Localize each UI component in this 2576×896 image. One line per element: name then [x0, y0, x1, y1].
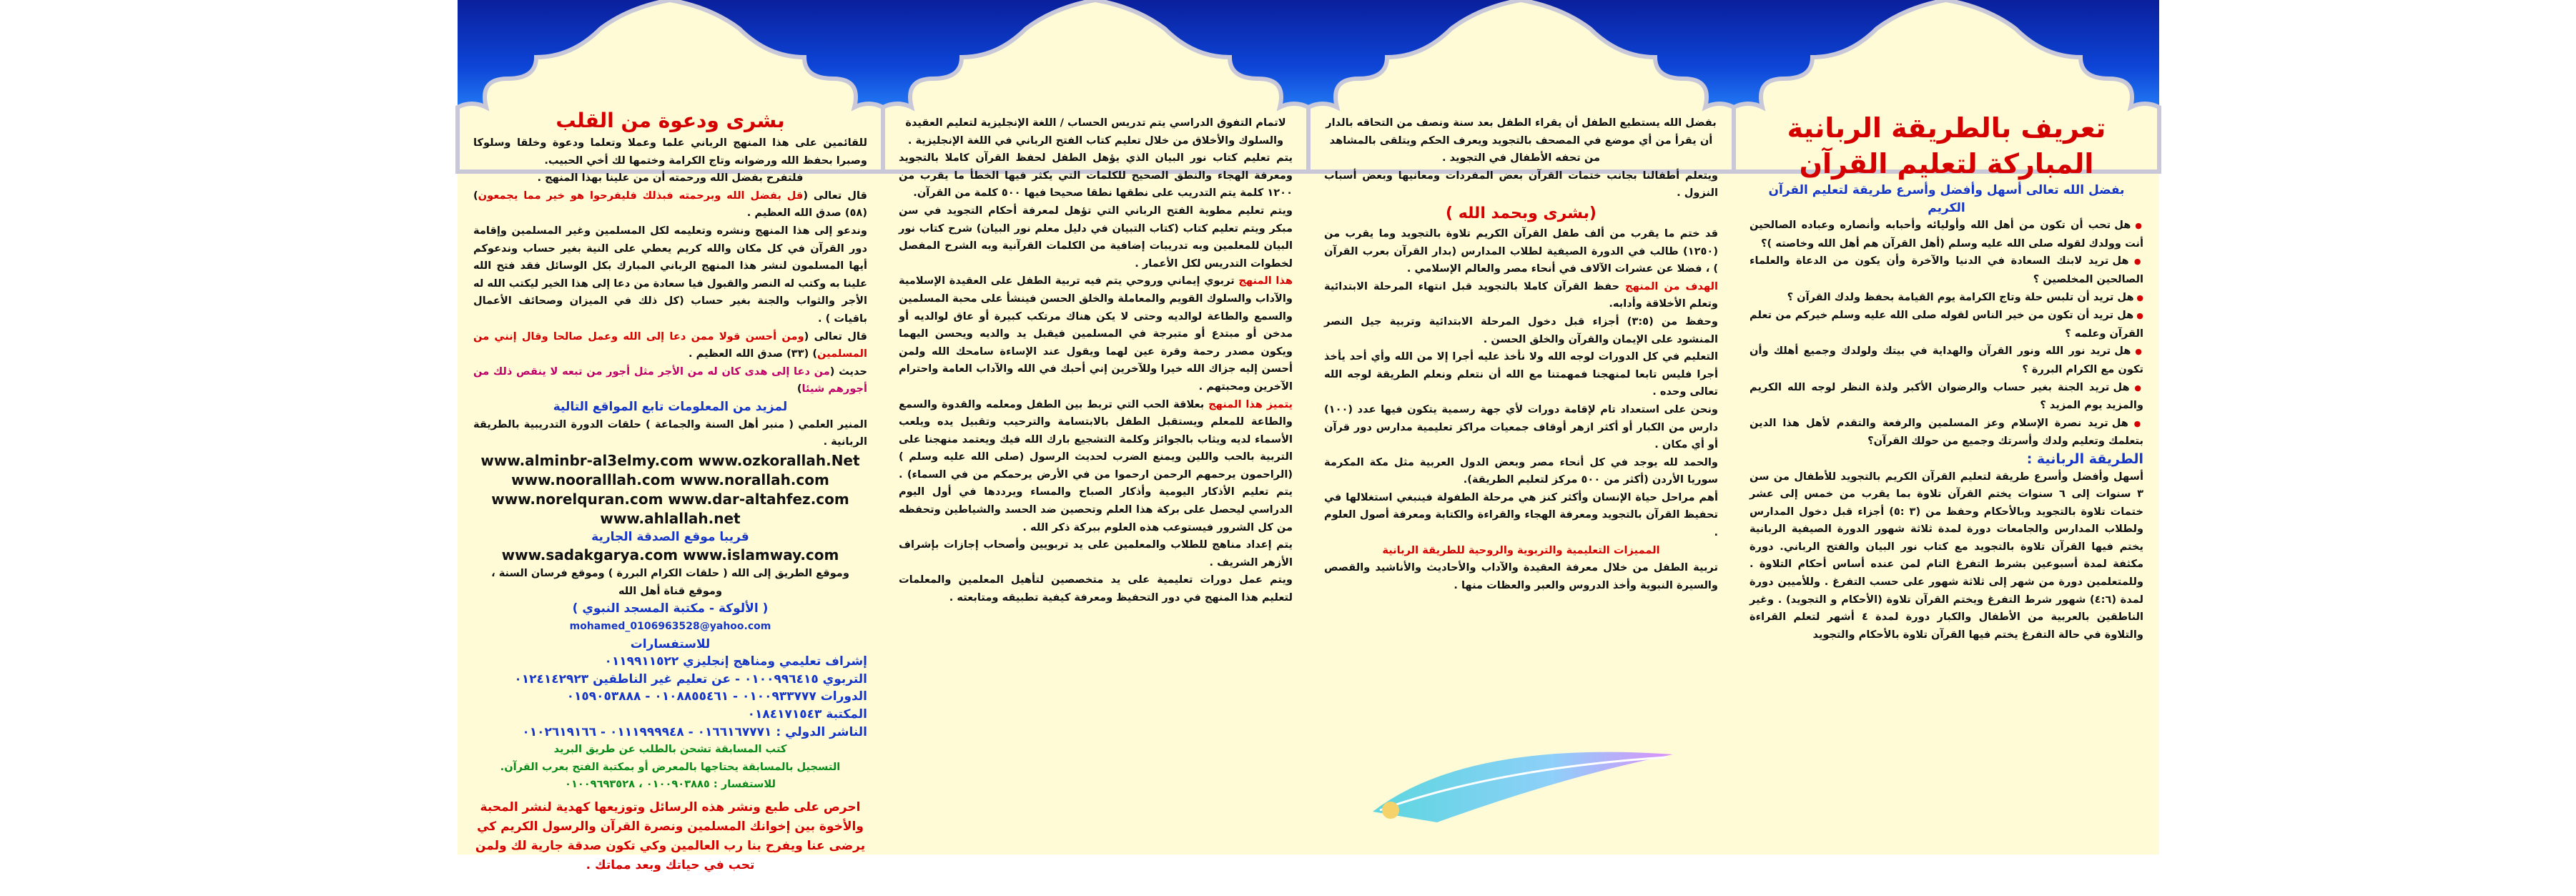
verse-paragraph: قال تعالى (قل بفضل الله وبرحمته فبذلك فليفرحوا هو خير مما يجمعون) (٥٨) صدق الله العظيم .	[473, 189, 867, 220]
paragraph: هذا المنهج تربوي إيماني وروحي يتم فيه تربية الطفل على العقيدة الإسلامية والآداب والسلوك القويم والمعاملة والخلق الحسن فينشأ على محبة المسلمين والسمع والطاعة لوالديه وحتى لا يكن هناك مرتكب كبيرة أو عاق لوالديه أو مدخن أو مبتدع أو متبرجة في المسلمين فيقبل يد والديه ويحسن اليهما ويكون مصدر رحمة وقرة عين لهما ويقول عند الإساءة سامحك الله ولمن أحسن إليه جزاك الله خيرا وللآخرين إني أحبك في الله والآداب العامة واحترام الآخرين ومحبتهم .	[899, 275, 1293, 393]
features-heading: المميزات التعليمية والتربوية والروحية للطريقة الربانية	[1382, 543, 1660, 556]
panel-title: بشرى ودعوة من القلب	[556, 109, 785, 132]
panel-results	[1308, 0, 1734, 855]
charity-note: قريبا موقع الصدقة الجارية	[591, 529, 749, 544]
sites-note: المنير العلمي ( منبر أهل السنة والجماعة ) حلقات الدورة التدريبية بالطريقة الربانية .	[473, 418, 867, 448]
paragraph: ويتم تعليم مطوية الفتح الرباني التي تؤهل لمعرفة أحكام التجويد في سن مبكر ويتم تعليم كتاب (كتاب التبيان في دليل معلم نور البيان) شرح كتاب نور البيان للمعلمين وبه تدريبات إضافية من الكلمات القرآنية وبه الشرح المفصل لخطوات التدريس لكل الأعمار .	[899, 204, 1293, 270]
question-item: ● هل تريد الجنة بغير حساب والرضوان الأكبر ولذة النظر لوجه الله الكريم والمزيد يوم المزيد ؟	[1750, 379, 2143, 415]
email-link[interactable]: mohamed_0106963528@yahoo.com	[569, 621, 771, 633]
panel-content	[1750, 107, 2143, 847]
panel-invitation	[458, 0, 883, 872]
paragraph: يتميز هذا المنهج بعلاقة الحب التي تربط بين الطفل ومعلمه والقدوة والسمع والطاعة للمعلم ويستقبل الطفل بالابتسامة والترحيب وتقبيل يده ويلعب الأسماء لديه ويثاب بالجوائز وكلمة التشجيع بارك الله فيك ويعتمد منهجنا على التربية بالحب واللين ويمنع الضرب لحديث الرسول (صلى الله عليه وسلم ) (الراحمون يرحمهم الرحمن ارحموا من في الأرض يرحمكم من في السماء) . يتم تعليم الأذكار اليومية وأذكار الصباح والمساء ويرددها في أول اليوم الدراسي ليحصل على بركة هذا العلم وتحصين ضد الحسد والشياطين وتحفظه من كل الشرور فيستوعب هذه العلوم ببركة ذكر الله .	[899, 398, 1293, 533]
paragraph: لاتمام التفوق الدراسي يتم تدريس الحساب / اللغة الإنجليزية لتعليم العقيدة والسلوك والأخلاق من خلال تعليم كتاب الفتح الرباني في اللغة الإنجليزية .	[905, 117, 1286, 147]
inquiries-heading: للاستفسارات	[630, 636, 711, 651]
panel-curriculum	[883, 0, 1308, 855]
question-item: ● هل تريد أن تلبس حلة وتاج الكرامة يوم القيامة بحفظ ولدك القرآن ؟	[1750, 289, 2143, 307]
brochure-title: تعريف بالطريقة الربانية المباركة لتعليم القرآن	[1787, 112, 2106, 179]
website-link[interactable]: www.norelquran.com www.dar-altahfez.com	[491, 490, 849, 508]
paragraph: الهدف من المنهج حفظ القرآن كاملا بالتجويد قبل انتهاء المرحلة الابتدائية وتعلم الأخلاقة وأدابه.	[1324, 280, 1718, 310]
paragraph: ويتعلم أطفالنا بجانب ختمات القرآن بعض المفردات ومعانيها وبعض أسباب النزول .	[1324, 169, 1718, 200]
paragraph: وندعو إلى هذا المنهج ونشره وتعليمه لكل المسلمين وغير المسلمين وإقامة دور القرآن في كل مكان والله كريم يعطي على النية بغير حساب وندعوكم أيها المسلمون لنشر هذا المنهج الرباني المبارك بكل الوسائل فقد فتح الله علينا به وكتب له النصر والقبول فيا سعادة من دعا إلى هذا الخير ليكتب الله له الأجر والثواب والجنة بغير حساب (كل ذلك في الميزان وصحائف الأعمال باقيات ) .	[473, 224, 867, 325]
verse-paragraph: قال تعالى (ومن أحسن قولا ممن دعا إلى الله وعمل صالحا وقال إنني من المسلمين) (٣٣) صدق الله العظيم .	[473, 330, 867, 360]
question-item: ● هل تحب أن تكون من أهل الله وأوليائه وأحبابه وأنصاره وعباده الصالحين أنت وولدك لقوله صلى الله عليه وسلم (أهل القرآن هم أهل الله وخاصته )؟	[1750, 217, 2143, 252]
website-link[interactable]: www.sadakgarya.com www.islamway.com	[501, 546, 839, 564]
question-item: ● هل تريد نور الله ونور القرآن والهداية في بيتك ولولدك وجميع أهلك وأن تكون مع الكرام البررة ؟	[1750, 343, 2143, 378]
paragraph: ويتم عمل دورات تعليمية على يد متخصصين لتأهيل المعلمين والمعلمات لتعليم هذا المنهج في دور التحفيظ ومعرفة كيفية تطبيقه ومتابعته .	[899, 573, 1293, 604]
panel-content	[473, 107, 867, 872]
contact-line: الدورات ٠١٠٠٩٣٣٧٧٧ - ٠١٠٨٨٥٥٤٦١ - ٠١٥٩٠٥٣٨٨٨	[566, 689, 867, 704]
paragraph: بفضل الله يستطيع الطفل أن يقراء الطفل بعد سنة ونصف من التحاقه بالدار أن يقرأ من أي موضع في المصحف بالتجويد ويعرف الحكم ويتلقى بالمشاهد من تحفه الأطفال في التجويد .	[1326, 117, 1717, 164]
section-text: أسهل وأفضل وأسرع طريقة لتعليم القرآن الكريم بالتجويد للأطفال من سن ٣ سنوات إلى ٦ سنوات يختم القرآن تلاوة بما يقرب من خمس إلى عشر ختمات تلاوة بالتجويد وبالأحكام وحفظ من (٣ :٥) أجزاء قبل دخول المدارس ولطلاب المدارس والجامعات دورة لمدة ثلاثة شهور الدورة الصيفية الربانية يختم فيها القرآن تلاوة بالتجويد مع كتاب نور البيان والفتح الرباني. دورة مكثفة لمدة أسبوعين بشرط التفرغ التام لمن عنده أساس أحكام التلاوة . وللمتعلمين دورة من شهر إلى ثلاثة شهور على حسب التفرغ . وللأميين دورة لمدة (٤:٦) شهور شرط التفرغ ويختم القرآن تلاوة (الأحكام و التجويد) . وغير الناطقين بالعربية من الأطفال والكبار دورة لمدة ٤ أشهر لتعلم القراءة والتلاوة في حالة التفرغ يختم فيها القرآن تلاوة بالأحكام والتجويد	[1750, 470, 2144, 641]
contest-note: كتب المسابقة تشحن بالطلب عن طريق البريد	[553, 743, 787, 756]
paragraph: يتم إعداد مناهج للطلاب والمعلمين على يد تربويين وأصحاب إجازات بإشراف الأزهر الشريف .	[899, 538, 1293, 568]
question-item: ● هل تريد نصرة الإسلام وعز المسلمين والرفعة والتقدم لأهل هذا الدين بتعلمك وتعليم ولدك وأسرتك وجميع من حولك القرآن؟	[1750, 415, 2143, 451]
website-link[interactable]: www.alminbr-al3elmy.com www.ozkorallah.Net	[480, 451, 860, 469]
section-heading: الطريقة الربانية :	[2026, 451, 2143, 467]
paragraph: فلتفرح بفضل الله ورحمته أن من علينا بهذا المنهج .	[537, 172, 804, 184]
question-item: ● هل تريد أن تكون من خير الناس لقوله صلى الله عليه وسلم خيركم من تعلم القرآن وعلمه ؟	[1750, 307, 2143, 343]
paragraph: قد ختم ما يقرب من ألف طفل القرآن الكريم تلاوة بالتجويد وما يقرب من (١٢٥٠) طالب في الدورة الصيفية لطلاب المدارس (بدار القرآن بعرب القرآن ) ، فضلا عن عشرات الآلاف في أنحاء مصر والعالم الإسلامي .	[1324, 227, 1718, 275]
paragraph: والحمد لله يوجد في كل أنحاء مصر وبعض الدول العربية مثل مكة المكرمة سوريا الأردن (أكثر من ٥٠٠ مركز لتعليم الطريقة).	[1324, 456, 1718, 486]
brochure-sheet	[458, 0, 2159, 872]
paragraph: تربية الطفل من خلال معرفة العقيدة والآداب والأحاديث والأناشيد والقصص والسيرة النبوية وأخذ الدروس والعبر والعظات منها .	[1324, 561, 1718, 591]
more-info-heading: لمزيد من المعلومات تابع المواقع التالية	[553, 399, 788, 414]
panel-content	[899, 114, 1293, 847]
contact-line: إشراف تعليمي ومناهج إنجليزي ٠١١٩٩١١٥٢٢	[604, 654, 867, 669]
feather-calligraphy-ornament	[1351, 726, 1694, 833]
paragraph: وحفظ من (٣:٥) أجزاء قبل دخول المرحلة الابتدائية وتربية جيل النصر المنشود على الإيمان والقرآن والخلق الحسن .	[1324, 315, 1718, 345]
panel-introduction	[1734, 0, 2159, 855]
location-note: وموقع الطريق إلى الله ( حلقات الكرام البررة ) وموقع فرسان السنة ، وموقع قناة أهل الله	[491, 567, 849, 597]
intro-line: بفضل الله تعالى أسهل وأفضل وأسرع طريقة لتعليم القرآن الكريم	[1768, 183, 2125, 215]
paragraph: التعليم في كل الدورات لوجه الله ولا نأخذ عليه أجرا إلا من الله وأي أحد يأخذ أجرا فليس تابعا لمنهجنا فمهمتنا مع الله أن نتعلم ونعلم الطريقة لوجه الله تعالى وحده .	[1324, 350, 1718, 398]
contact-line: التربوي ٠١٠٠٩٩٦٤١٥ - عن تعليم غير الناطقين ٠١٢٤١٤٢٩٢٣	[514, 671, 867, 686]
register-note: التسجيل بالمسابقة يحتاجها بالمعرض أو بمكتبة الفتح بعرب القرآن.	[500, 760, 841, 773]
paragraph: أهم مراحل حياة الإنسان وأكثر كنز هي مرحلة الطفولة فينبغي استغلالها في تحفيظ القرآن بالتجويد ومعرفة الهجاء والقراءة والكتابة ومعرفة أصول العلوم .	[1324, 491, 1718, 539]
paragraph: ونحن على استعداد تام لإقامة دورات لأي جهة رسمية يتكون فيها عدد (١٠٠) دارس من الكبار أو أكثر ازهر أوقاف جمعيات مراكز تعليمية مدارس دور قرآن أو أي مكان .	[1324, 403, 1718, 451]
website-link[interactable]: www.nooralllah.com www.norallah.com	[511, 471, 829, 488]
panel-content	[1324, 114, 1718, 712]
library-note: ( الألوكة - مكتبة المسجد النبوي )	[572, 601, 769, 616]
hadith-paragraph: حديث (من دعا إلى هدى كان له من الأجر مثل أجور من تبعه لا ينقص ذلك من أجورهم شيئا)	[473, 365, 867, 395]
paragraph: يتم تعليم كتاب نور البيان الذي يؤهل الطفل لحفظ القرآن كاملا بالتجويد ومعرفة الهجاء والنطق الصحيح للكلمات التي يكثر فيها الخطأ ما يقرب من ١٢٠٠ كلمة يتم التدريب على نطقها نطقا صحيحا فيها ٥٠٠ كلمة من القرآن.	[899, 152, 1293, 200]
inquire-phones: للاستفسار : ٠١٠٠٩٠٣٨٨٥ ، ٠١٠٠٩٦٩٣٥٢٨	[565, 778, 776, 791]
question-item: ● هل تريد لابنك السعادة في الدنيا والآخرة وأن يكون من الدعاة والعلماء الصالحين المخلصين ؟	[1750, 252, 2143, 288]
website-link[interactable]: www.ahlallah.net	[600, 509, 741, 527]
contact-line: المكتبة ٠١٨٤١٧١٥٤٣	[747, 707, 867, 722]
closing-note: احرص على طبع ونشر هذه الرسائل وتوزيعها كهدية لنشر المحبة والأخوة بين إخوانك المسلمين ونصرة القرآن والرسول الكريم كي يرضى عنا ويفرح بنا رب العالمين وكي تكون صدقة جارية لك ولمن تحب في حياتك وبعد مماتك .	[475, 800, 866, 872]
contact-line: الناشر الدولي : ٠١٦٦١٦٧٧٧١ - ٠١١١٩٩٩٩٤٨ - ٠١٠٢٦١٩١٦٦	[522, 724, 867, 739]
glad-tidings-heading: (بشرى وبحمد الله )	[1446, 204, 1597, 222]
paragraph: للقائمين على هذا المنهج الرباني علما وعملا وتعلما ودعوة وخلقا وسلوكا وصبرا بحفظ الله ورضوانه وتاج الكرامة وختمها لك أخي الحبيب.	[473, 137, 867, 167]
